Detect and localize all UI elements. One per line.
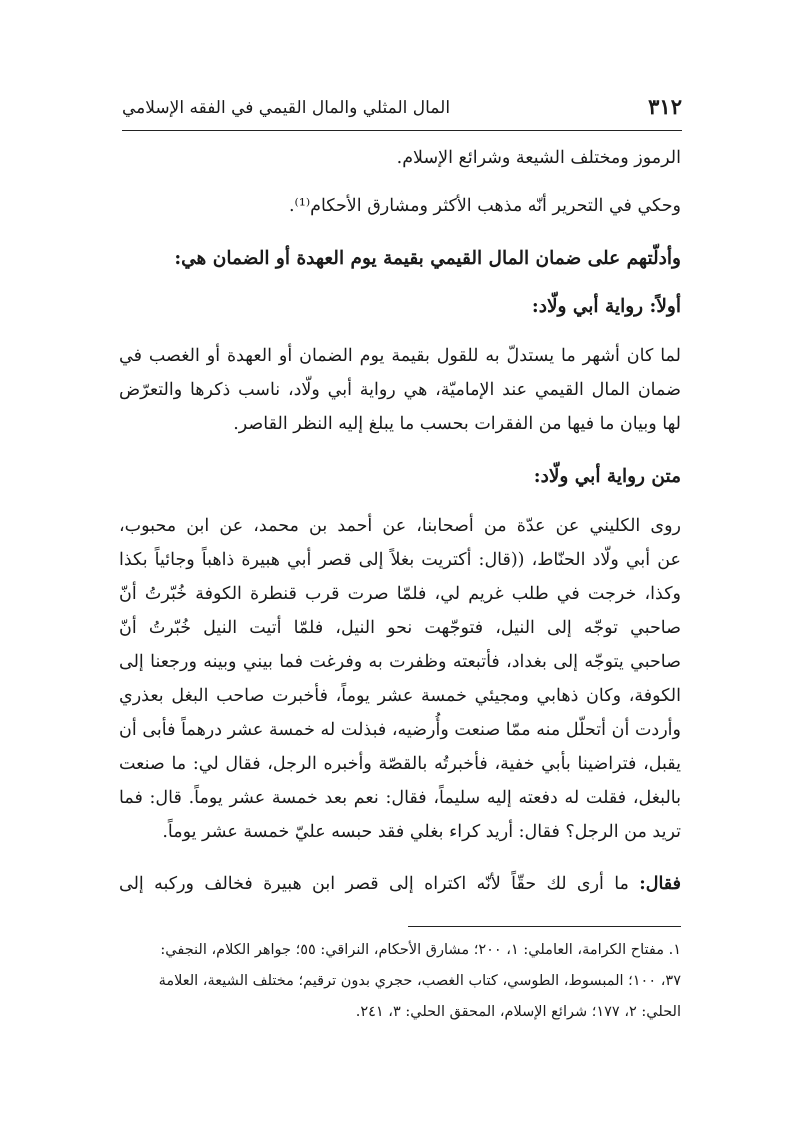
text-line: وحكي في التحرير أنّه مذهب الأكثر ومشارق الأحكام⁽¹⁾. [288,196,681,216]
paragraph-line: الكوفة، وكان ذهابي ومجيئي خمسة عشر يوماً، فأخبرت صاحب البغل بعذري [119,686,681,706]
page-number: ٣١٢ [648,94,682,119]
footnote-divider [408,926,681,927]
running-title: المال المثلي والمال القيمي في الفقه الإسلامي [122,98,451,118]
paragraph-line: بالبغل، فقلت له دفعته إليه سليماً، فقال: نعم بعد خمسة عشر يوماً. قال: فما [119,788,681,808]
footnote-line: ٣٧، ١٠٠؛ المبسوط، الطوسي، كتاب الغصب، حجري بدون ترقيم؛ مختلف الشيعة، العلامة [158,973,681,989]
paragraph-line: عن أبي ولّاد الحنّاط، ((قال: أكتريت بغلاً إلى قصر أبي هبيرة ذاهباً وجائياً بكذا [119,550,681,570]
paragraph-line [119,874,681,894]
paragraph-line: لما كان أشهر ما يستدلّ به للقول بقيمة يوم الضمان أو العهدة أو الغصب في [119,346,681,366]
speaker-label: فقال: [639,874,681,894]
paragraph-line: لها وبيان ما فيها من الفقرات بحسب ما يبلغ إليه النظر القاصر. [233,414,681,434]
paragraph-line: يقبل، فتراضينا بأبي خفية، فأخبرتُه بالقصّة وأخبره الرجل، فقال لي: ما صنعت [119,754,681,774]
section-heading: أولاً: رواية أبي ولّاد: [531,296,681,317]
paragraph-line: وكذا، خرجت في طلب غريم لي، فلمّا صرت قرب قنطرة الكوفة خُبّرتُ أنّ [119,584,681,604]
paragraph-text: ما أرى لك حقّاً لأنّه اكتراه إلى قصر ابن هبيرة فخالف وركبه إلى [119,874,640,894]
section-heading: وأدلّتهم على ضمان المال القيمي بقيمة يوم العهدة أو الضمان هي: [174,248,681,269]
paragraph-line: ضمان المال القيمي عند الإماميّة، هي رواية أبي ولّاد، ناسب ذكرها والتعرّض [119,380,681,400]
footnote-line: ١. مفتاح الكرامة، العاملي: ١، ٢٠٠؛ مشارق الأحكام، النراقي: ٥٥؛ جواهر الكلام، النجفي: [160,942,681,958]
paragraph-line: صاحبي يتوجّه إلى بغداد، فأتبعته وظفرت به وفرغت فما بيني وبينه ورجعنا إلى [119,652,681,672]
section-heading: متن رواية أبي ولّاد: [533,466,681,487]
paragraph-line: روى الكليني عن عدّة من أصحابنا، عن أحمد بن محمد، عن ابن محبوب، [119,516,681,536]
paragraph-line: تريد من الرجل؟ فقال: أريد كراء بغلي فقد حبسه عليّ خمسة عشر يوماً. [162,822,681,842]
text-line: الرموز ومختلف الشيعة وشرائع الإسلام. [396,148,681,168]
paragraph-line: صاحبي توجّه إلى النيل، فتوجّهت نحو النيل، فلمّا أتيت النيل خُبّرتُ أنّ [119,618,681,638]
paragraph-line: وأردت أن أتحلّل منه ممّا صنعت وأُرضيه، فبذلت له خمسة عشر درهماً فأبى أن [119,720,681,740]
page-header [122,82,682,131]
footnote-line: الحلي: ٢، ١٧٧؛ شرائع الإسلام، المحقق الحلي: ٣، ٢٤١. [355,1004,681,1020]
